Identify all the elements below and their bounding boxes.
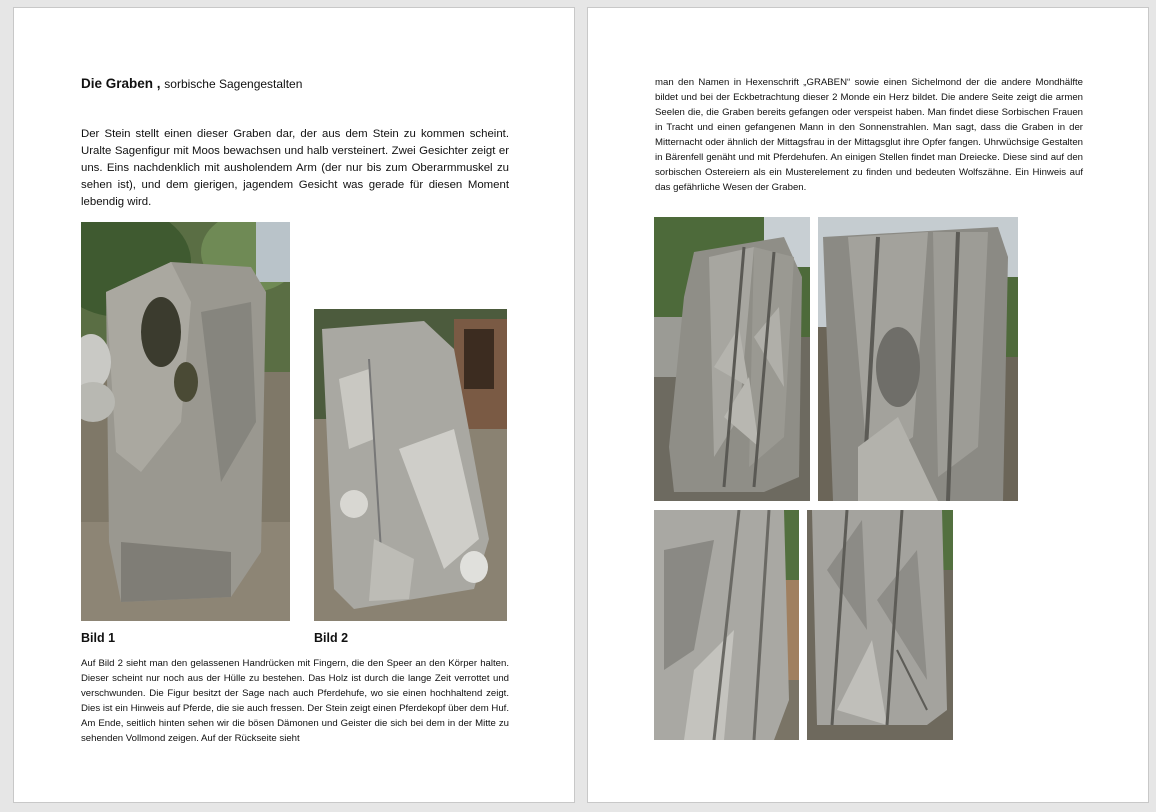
document-page-1	[13, 7, 575, 803]
photo-stone-6	[807, 510, 953, 740]
photo-stone-4	[818, 217, 1018, 501]
photo-stone-5	[654, 510, 799, 740]
body-paragraph: Auf Bild 2 sieht man den gelassenen Handrücken mit Fingern, die den Speer an den Körper halten. Dieser scheint nur noch aus der Hülle zu bestehen. Das Holz ist durch die lange Zeit verrottet und verschwunden. Die Figur besitzt der Sage nach auch Pferdehufe, wo sie einen hochhaltend zeigt. Dies ist ein Hinweis auf Pferde, die sie auch fressen. Der Stein zeigt einen Pferdekopf über dem Huf. Am Ende, seitlich hinten sehen wir die bösen Dämonen und Geister die sich bei dem in der Mitte zu sehenden Vollmond zeigen. Auf der Rückseite sieht	[81, 658, 509, 744]
photo-bild-2	[314, 309, 507, 621]
photo-bild-1	[81, 222, 290, 621]
caption-bild-2: Bild 2	[314, 631, 349, 645]
document-page-2	[587, 7, 1149, 803]
intro-paragraph: Der Stein stellt einen dieser Graben dar, der aus dem Stein zu kommen scheint. Uralte Sagenfigur mit Moos bewachsen und halb versteinert. Zwei Gesichter zeigt er uns. Eins nachdenklich mit ausholendem Arm (der nur bis zum Oberarmmuskel zu sehen ist), und dem gierigen, jagendem Gesicht was gerade für diesen Moment lebendig wird.	[81, 128, 509, 208]
body-paragraph-continued: man den Namen in Hexenschrift „GRABEN“ sowie einen Sichelmond der die andere Mondhälfte bildet und bei der Eckbetrachtung dieser 2 Monde ein Herz bildet. Die andere Seite zeigt die armen Seelen die, die Graben bereits gefangen oder verspeist haben. Man findet diese Sorbischen Frauen in Tracht und einen gefangenen Mann in den Sonnenstrahlen. Man sagt, dass die Graben in der Mitternacht oder ähnlich der Mittagsfrau in der Mittagsglut ihre Opfer fangen. Uhrwüchsige Gestalten in Bärenfell genäht und mit Pferdehufen. An einigen Stellen findet man Dreiecke. Diese sind auf den sorbischen Ostereiern als ein Musterelement zu finden und bedeuten Wolfszähne. Ein Hinweis auf das gefährliche Wesen der Graben.	[655, 77, 1083, 193]
title-bold: Die Graben ,	[81, 76, 161, 91]
page-title	[81, 76, 302, 91]
title-subtitle: sorbische Sagengestalten	[164, 77, 303, 91]
caption-bild-1: Bild 1	[81, 631, 116, 645]
photo-stone-3	[654, 217, 810, 501]
